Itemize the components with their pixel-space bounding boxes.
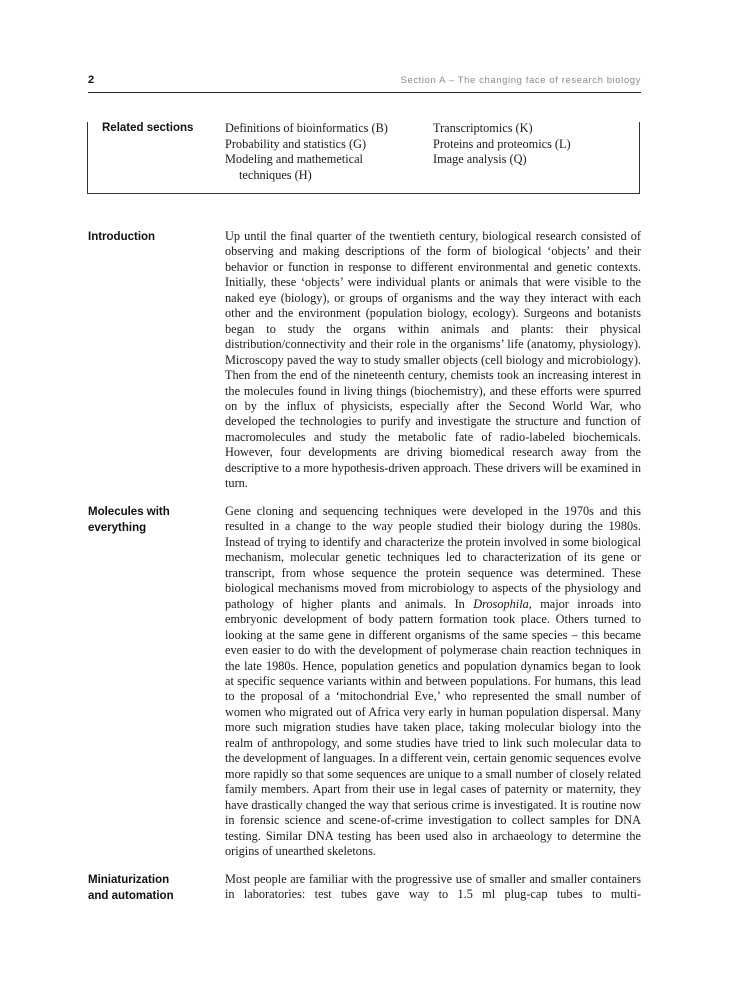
related-section-item: Image analysis (Q) <box>433 152 527 166</box>
related-section-item-text: Modeling and mathemetical <box>225 152 363 166</box>
related-section-item <box>225 152 388 183</box>
section-heading <box>88 873 198 904</box>
page-header <box>88 72 641 93</box>
section-heading-line: everything <box>88 521 147 534</box>
paragraph-text: , major inroads into embryonic development of body pattern formation took place. Others turned to looking at the same gene in different organisms of the same species – this became even easier to do with the development of polymerase chain reaction techniques in the late 1980s. Hence, population genetics and population dynamics began to look at specific sequence variants within and between populations. For humans, this lead to the proposal of a ‘mitochondrial Eve,’ who represented the small number of women who migrated out of Africa very early in human population dispersal. Many more such migration studies have taken place, taking molecular biology into the realm of anthropology, and some studies have tried to link such molecular data to the development of languages. In a different vein, certain genomic sequences evolve more rapidly so that some sequences are unique to a small number of closely related family members. Apart from their use in legal cases of paternity or maternity, they have drastically changed the way that serious crime is investigated. It is routine now in forensic science and scene-of-crime investigation to collect samples for DNA testing. Similar DNA testing has been used also in archaeology to determine the origins of unearthed skeletons. <box>225 596 641 858</box>
related-sections-box <box>87 122 640 194</box>
italic-term: Drosophila <box>473 596 529 611</box>
section-heading <box>88 505 198 536</box>
paragraph-text: Gene cloning and sequencing techniques were developed in the 1970s and this resulted in a change to the way people studied their biology during the 1980s. Instead of trying to identify and characterize the protein involved in some biological mechanism, molecular genetic techniques led to characterization of its gene or transcript, from whose sequence the protein sequence was determined. These biological mechanisms moved from microbiology to aspects of the physiology and pathology of higher plants and animals. In <box>225 504 641 611</box>
related-section-item: Proteins and proteomics (L) <box>433 136 571 151</box>
section-heading-line: and automation <box>88 889 174 902</box>
section-heading-line: Miniaturization <box>88 874 170 886</box>
related-section-item: Definitions of bioinformatics (B) <box>225 121 388 135</box>
related-sections-column-1 <box>225 121 388 183</box>
page-number: 2 <box>88 74 95 86</box>
section-heading: Introduction <box>88 231 156 243</box>
section-heading-line: Molecules with <box>88 506 170 518</box>
section-paragraph <box>225 504 641 859</box>
related-section-item: Probability and statistics (G) <box>225 136 367 151</box>
related-section-item-continuation: techniques (H) <box>239 167 312 182</box>
section-paragraph: Up until the final quarter of the twentieth century, biological research consisted of observing and making descriptions of the form of biological ‘objects’ and their behavior or function in response to different environmental and genetic contexts. Initially, these ‘objects’ were individual plants or animals that were visible to the naked eye (biology), or groups of organisms and the way they interact with each other and the environment (population biology, ecology). Surgeons and botanists began to study the organs within animals and plants: their physical distribution/connectivity and their role in the organisms’ life (anatomy, physiology). Microscopy paved the way to study smaller objects (cell biology and microbiology). Then from the end of the nineteenth century, chemists took an increasing interest in the molecules found in living things (biochemistry), and these efforts were spurred on by the influx of physicists, especially after the Second World War, who developed the technologies to purify and investigate the structure and function of macromolecules and study the metabolic fate of radio-labeled biochemicals. However, four developments are driving biomedical research away from the descriptive to a more hypothesis-driven approach. These drivers will be examined in turn. <box>225 229 641 491</box>
related-section-item: Transcriptomics (K) <box>433 121 533 135</box>
related-sections-column-2 <box>433 121 571 168</box>
related-sections-label: Related sections <box>102 122 194 134</box>
running-head: Section A – The changing face of research biology <box>400 75 641 86</box>
section-paragraph: Most people are familiar with the progressive use of smaller and smaller containers in laboratories: test tubes gave way to 1.5 ml plug-cap tubes to multi- <box>225 872 641 902</box>
